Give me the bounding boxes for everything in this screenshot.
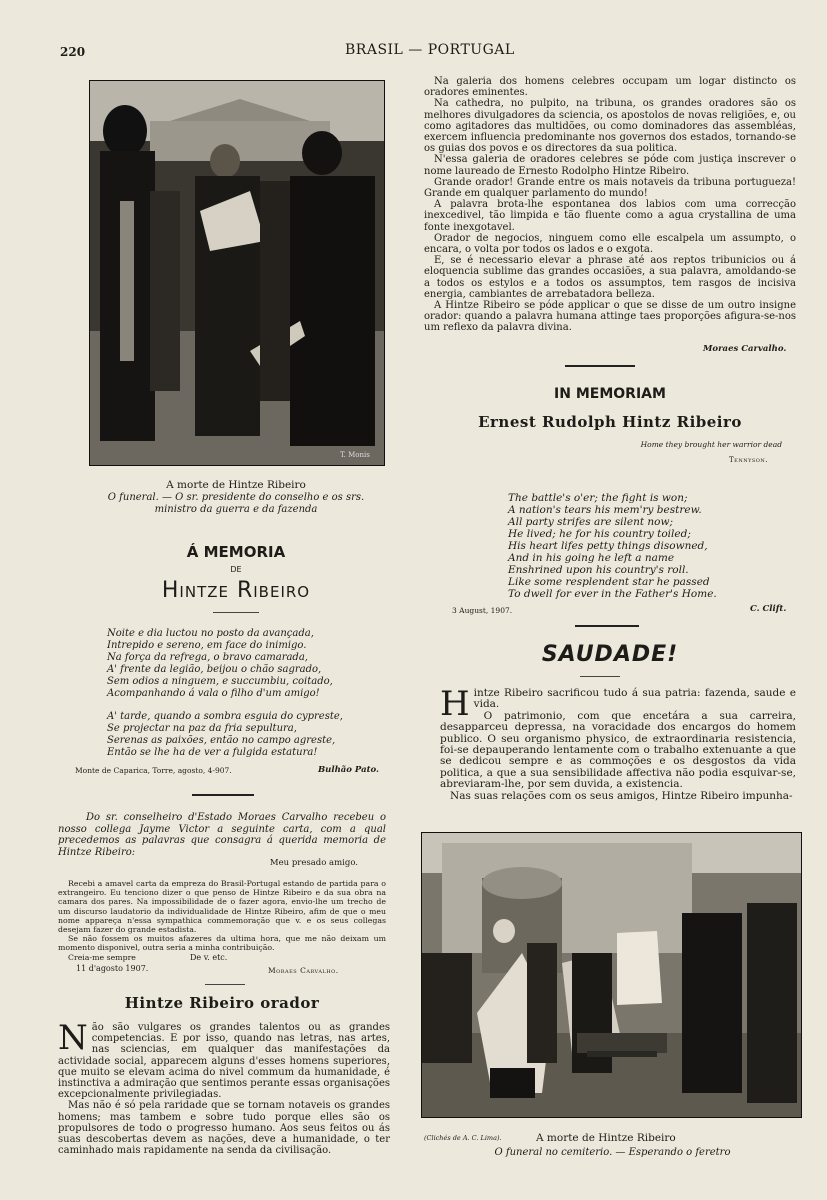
saudade-heading: SAUDADE! xyxy=(541,642,679,667)
memoriam-name: Ernest Rudolph Hintz Ribeiro xyxy=(478,413,742,431)
divider xyxy=(575,625,639,627)
orador-paragraph: N'essa galeria de oradores celebres se póde com justiça inscrever o nome laureado de Ernesto Rodolpho Hintze Ribeiro. xyxy=(424,154,796,177)
divider xyxy=(580,676,620,677)
saudade-paragraph: O patrimonio, com que encetára a sua carreira, desapparceu depressa, na voracidade dos encargos do homem publico. O seu organismo physico, de extraordinaria resistencia, foi-se depauperando lentamente com o trabalho extenuante a que se dedicou sempre e as commoções e os desgostos da vida politica, a que a sua sensibilidade affectiva não podia esquivar-se, abreviaram-lhe, por sem duvida, a existencia. xyxy=(440,709,796,791)
photo2-caption-title: A morte de Hintze Ribeiro xyxy=(536,1132,676,1144)
letter-date: 11 d'agosto 1907. xyxy=(76,964,149,973)
memoria-name: Hintze Ribeiro xyxy=(161,578,311,603)
photo2-credit: (Clichés de A. C. Lima). xyxy=(424,1134,502,1142)
memoria-stanza-1: Noite e dia luctou no posto da avançada, Intrepido e sereno, em face do inimigo. Na força da refrega, o bravo camarada, A' frente da legião, beijou o chão sagrado, Sem odios a ninguem, e succumbiu, coitado, Acompanhando á vala o filho d'um amigo! xyxy=(107,628,333,699)
orador-paragraph: ão são vulgares os grandes talentos ou as grandes competencias. E por isso, quando nas letras, nas artes, nas sciencias, em qualquer das manifestações da actividade social, apparecem alguns d'esses homens superiores, que muito se elevam acima do nivel commum da humanidade, é instinctiva a admiração que sentimos perante essas organisações excepcionalmente privilegiadas. xyxy=(58,1022,390,1101)
divider xyxy=(213,612,259,613)
photo1-caption-sub: O funeral. — O sr. presidente do conselho e os srs. ministro da guerra e da fazenda xyxy=(107,492,365,515)
letter-salutation: Meu presado amigo. xyxy=(269,858,358,868)
letter-signature: Moraes Carvalho. xyxy=(268,966,339,975)
orador-dropcap: N xyxy=(58,1018,88,1058)
photo-funeral-cemetery xyxy=(421,832,802,1118)
memoria-author: Bulhão Pato. xyxy=(318,765,379,775)
memoria-place-date: Monte de Caparica, Torre, agosto, 4-907. xyxy=(75,766,232,775)
orador-text xyxy=(58,1018,390,1157)
orador-paragraph: Na cathedra, no pulpito, na tribuna, os grandes oradores são os melhores divulgadores da sciencia, os apostolos de novas religiões, e, ou como agitadores das multidões, ou como dominadores das assembléas, exercem influencia predominante nos governos dos estados, tornando-se os guias dos povos e os directores da sua politica. xyxy=(424,98,796,155)
orador-paragraph: Grande orador! Grande entre os mais notaveis da tribuna portugueza! Grande em qualquer parlamento do mundo! xyxy=(424,176,796,200)
divider xyxy=(205,984,245,985)
memoriam-author: C. Clift. xyxy=(750,604,787,614)
letter-intro: Do sr. conselheiro d'Estado Moraes Carvalho recebeu o nosso collega Jayme Victor a seguinte carta, com a qual precedemos as palavras que consagra á querida memoria de Hintze Ribeiro: xyxy=(58,812,386,858)
magazine-title: BRASIL — PORTUGAL xyxy=(345,42,515,58)
letter-paragraph: Recebi a amavel carta da empreza do Brasil-Portugal estando de partida para o extrangeiro. Eu tenciono dizer o que penso de Hintze Ribeiro e da sua obra na camara dos pares. Na impossibilidade de o fazer agora, envio-lhe um trecho de um discurso laudatorio da individualidade de Hintze Ribeiro, afim de que o meu nome appareça n'essa sympathica commemoração que v. e os seus collegas desejam fazer do grande estadista. xyxy=(58,879,386,935)
photo1-signature: T. Monis xyxy=(340,451,370,459)
saudade-text xyxy=(440,684,796,802)
saudade-dropcap: H xyxy=(440,684,470,724)
memoriam-epigraph-author: Tennyson. xyxy=(729,456,768,464)
orador-author: Moraes Carvalho. xyxy=(703,344,787,354)
divider xyxy=(565,365,635,367)
memoria-stanza-2: A' tarde, quando a sombra esguia do cypreste, Se projectar na paz da fria sepultura, Serenas as paixões, então no campo agreste, Então se lhe ha de ver a fulgida estatura! xyxy=(107,711,343,758)
orador-paragraph: Na galeria dos homens celebres occupam um logar distincto os oradores eminentes. xyxy=(424,76,796,99)
divider xyxy=(192,794,254,796)
saudade-paragraph: intze Ribeiro sacrificou tudo á sua patria: fazenda, saude e vida. xyxy=(473,687,796,711)
memoria-heading: Á MEMORIA xyxy=(186,543,286,561)
letter-closing-2: De v. etc. xyxy=(190,953,228,962)
orador-continued xyxy=(424,76,796,334)
orador-paragraph: A palavra brota-lhe espontanea dos labios com uma correcção inexcedivel, tão limpida e tão fluente como a agua crystallina de uma fonte inexgotavel. xyxy=(424,199,796,233)
memoriam-heading: IN MEMORIAM xyxy=(554,386,666,402)
letter-closing: Creia-me sempre xyxy=(68,952,136,962)
orador-paragraph: A Hintze Ribeiro se póde applicar o que se disse de um outro insigne orador: quando a palavra humana attinge taes proporções afigura-se-nos um reflexo da palavra divina. xyxy=(424,300,796,334)
memoriam-epigraph: Home they brought her warrior dead xyxy=(640,440,782,449)
orador-paragraph: Orador de negocios, ninguem como elle escalpela um assumpto, o encara, o volta por todos os lados e o exgota. xyxy=(424,232,796,256)
orador-heading: Hintze Ribeiro orador xyxy=(124,994,320,1012)
saudade-paragraph: Nas suas relações com os seus amigos, Hintze Ribeiro impunha- xyxy=(450,789,793,802)
memoriam-date: 3 August, 1907. xyxy=(452,606,513,615)
memoriam-poem: The battle's o'er; the fight is won; A nation's tears his mem'ry bestrew. All party strifes are silent now; He lived; he for his country toiled; His heart lifes petty things disowned, And in his going he left a name Enshrined upon his country's roll. Like some resplendent star he passed To dwell for ever in the Father's Home. xyxy=(508,492,717,600)
orador-paragraph: Mas não é só pela raridade que se tornam notaveis os grandes homens; mas tambem e sobre tudo porque elles são os propulsores de todo o progresso humano. Aos seus feitos ou ás suas descobertas devem as nações, deve a humanidade, o ter caminhado mais rapidamente na senda da civilisação. xyxy=(58,1100,390,1157)
orador-paragraph: E, se é necessario elevar a phrase até aos reptos tribunicios ou á eloquencia sublime das grandes occasiões, a sua palavra, amoldando-se a todos os estylos e a todos os assumptos, tem rasgos de incisiva energia, cambiantes de arrebatadora belleza. xyxy=(424,255,796,300)
memoria-de: DE xyxy=(230,565,242,574)
photo2-caption-sub: O funeral no cemiterio. — Esperando o feretro xyxy=(494,1147,731,1158)
letter-body xyxy=(58,879,386,962)
photo1-caption-title: A morte de Hintze Ribeiro xyxy=(166,479,306,491)
letter-paragraph: Se não fossem os muitos afazeres da ultima hora, que me não deixam um momento disponivel, outra seria a minha contribuição. xyxy=(58,934,386,953)
photo-funeral-ministers xyxy=(89,80,385,466)
page-number: 220 xyxy=(60,45,86,59)
